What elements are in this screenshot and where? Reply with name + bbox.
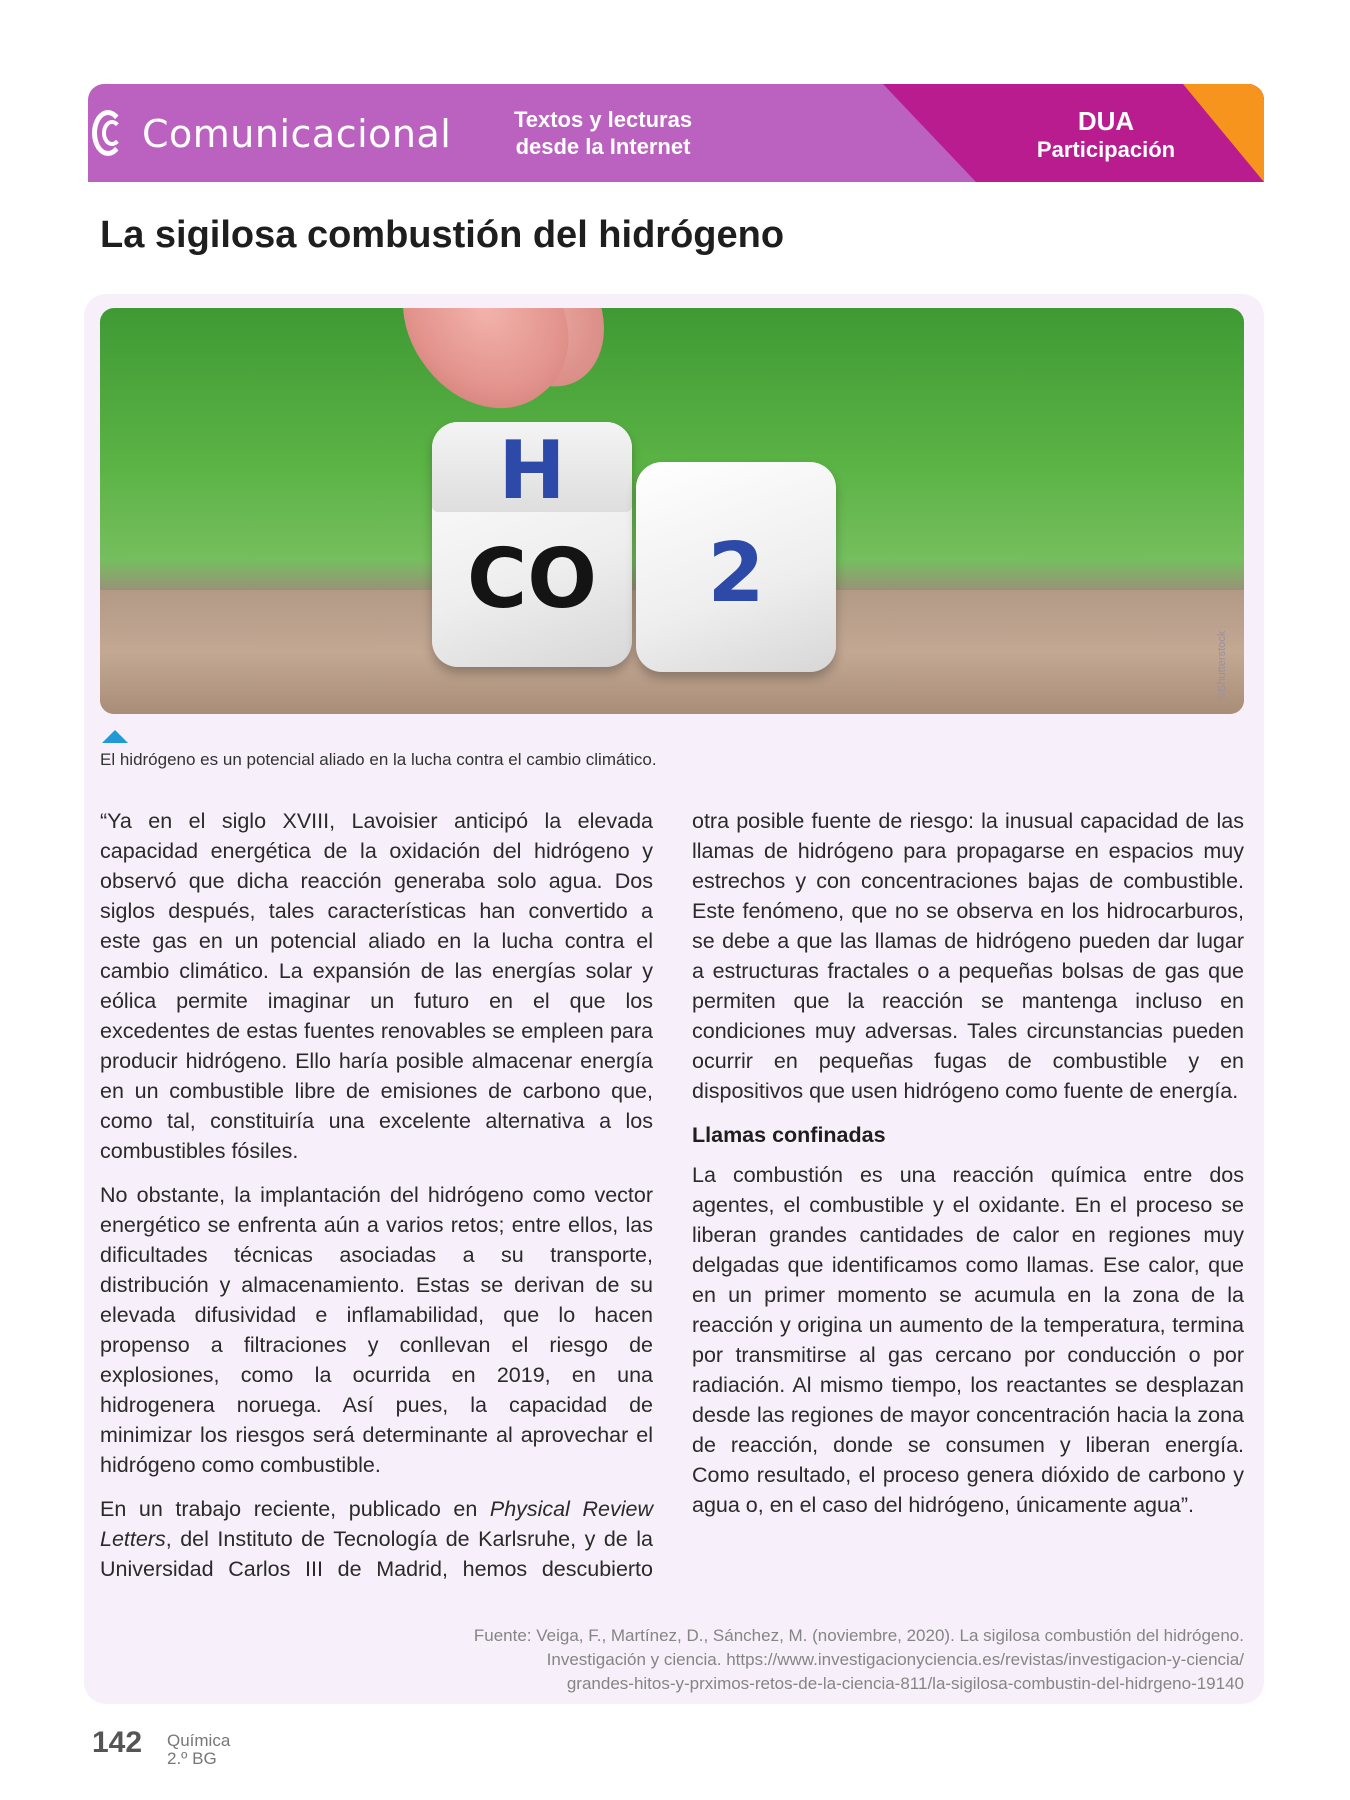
article-paragraph: “Ya en el siglo XVIII, Lavoisier anticipó la elevada capacidad energética de la oxidación del hidrógeno y observó que dicha reacción generaba solo agua. Dos siglos después, tales características han convertido a este gas en un potencial aliado en la lucha contra el cambio climático. La expansión de las energías solar y eólica permite imaginar un futuro en el que los excedentes de estas fuentes renovables se empleen para producir hidrógeno. Ello haría posible almacenar energía en un combustible libre de emisiones de carbono que, como tal, constituiría una excelente alternativa a los combustibles fósiles. <box>100 809 653 1163</box>
subject-grade: 2.º BG <box>167 1749 217 1768</box>
dua-title: DUA <box>1077 106 1135 136</box>
page-number: 142 <box>92 1726 143 1759</box>
article-column-right <box>692 806 1244 1534</box>
die-number-2: 2 <box>707 526 765 621</box>
caption-triangle-icon <box>102 730 128 743</box>
journal-name: Physical Review Letters <box>100 1497 653 1551</box>
dua-subtitle: Participación <box>1036 137 1176 162</box>
source-line: grandes-hitos-y-prximos-retos-de-la-ciencia-811/la-sigilosa-combustin-del-hidrgeno-19140 <box>566 1674 1244 1693</box>
paragraph-text: , del Instituto de Tecnología de Karlsruhe, y de la Universidad Carlos III de Madrid, hemos descubierto <box>100 1527 653 1581</box>
article-paragraph: La combustión es una reacción química entre dos agentes, el combustible y el oxidante. En el proceso se liberan grandes cantidades de calor en regiones muy delgadas que identificamos como llamas. Ese calor, que en un primer momento se acumula en la zona de la reacción y origina un aumento de la temperatura, termina por transmitirse al gas cercano por conducción o por radiación. Al mismo tiempo, los reactantes se desplazan desde las regiones de mayor concentración hacia la zona de reacción, donde se consumen y liberan energía. Como resultado, el proceso genera dióxido de carbono y agua o, en el caso del hidrógeno, únicamente agua”. <box>692 1163 1244 1517</box>
photo-credit: ©Shutterstock <box>1216 630 1228 700</box>
subject-label <box>167 1732 230 1768</box>
die-letter-h: H <box>498 424 566 517</box>
article-subheading: Llamas confinadas <box>692 1123 886 1147</box>
section-subtitle-line1: Textos y lecturas <box>513 107 693 132</box>
source-line: Investigación y ciencia. https://www.investigacionyciencia.es/revistas/investigacion-y-ciencia/ <box>546 1650 1244 1669</box>
paragraph-text: En un trabajo reciente, publicado en <box>100 1497 490 1521</box>
article-paragraph: otra posible fuente de riesgo: la inusual capacidad de las llamas de hidrógeno para propagarse en espacios muy estrechos y con concentraciones bajas de combustible. Este fenómeno, que no se observa en los hidrocarburos, se debe a que las llamas de hidrógeno pueden dar lugar a estructuras fractales o a pequeñas bolsas de gas que permiten que la reacción se mantenga incluso en condiciones muy adversas. Tales circunstancias pueden ocurrir en pequeñas fugas de combustible y en dispositivos que usen hidrógeno como fuente de energía. <box>692 809 1244 1103</box>
brand-title: Comunicacional <box>142 112 452 156</box>
photo-caption: El hidrógeno es un potencial aliado en la lucha contra el cambio climático. <box>100 750 657 769</box>
section-subtitle <box>488 106 718 160</box>
photo-die-left <box>432 422 632 667</box>
article-column-left <box>100 806 653 1598</box>
article-paragraph <box>100 1494 653 1584</box>
die-letters-co: CO <box>467 532 597 627</box>
source-line: Fuente: Veiga, F., Martínez, D., Sánchez, M. (noviembre, 2020). La sigilosa combustión del hidrógeno. <box>473 1626 1244 1645</box>
dua-label <box>996 106 1216 164</box>
comunicacional-logo-inner-icon <box>102 120 122 146</box>
source-citation <box>320 1624 1244 1696</box>
page-title: La sigilosa combustión del hidrógeno <box>100 214 785 256</box>
section-header <box>88 84 1264 182</box>
article-paragraph: No obstante, la implantación del hidrógeno como vector energético se enfrenta aún a varios retos; entre ellos, las dificultades técnicas asociadas a su transporte, distribución y almacenamiento. Estas se derivan de su elevada difusividad e inflamabilidad, que lo hacen propenso a filtraciones y conllevan el riesgo de explosiones, como la ocurrida en 2019, en una hidrogenera noruega. Así pues, la capacidad de minimizar los riesgos será determinante al aprovechar el hidrógeno como combustible. <box>100 1183 653 1477</box>
photo-die-right <box>636 462 836 672</box>
subject-name: Química <box>167 1731 231 1750</box>
section-subtitle-line2: desde la Internet <box>515 134 691 159</box>
article-photo <box>100 308 1244 714</box>
